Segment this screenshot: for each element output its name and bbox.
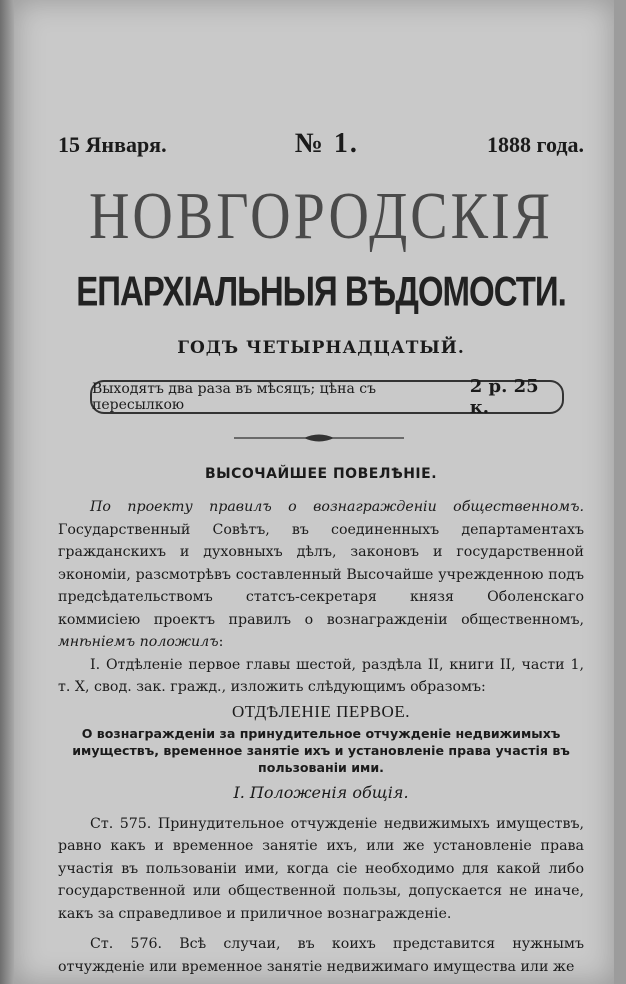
paragraph-2: I. Отдѣленіе первое главы шестой, раздѣла II, книги II, части 1, т. X, свод. зак. гражд., изложить слѣдующимъ образомъ:	[58, 656, 584, 695]
issue-number: № 1.	[294, 128, 359, 159]
price-amount: 2 р. 25 к.	[469, 376, 539, 418]
article-575: Ст. 575. Принудительное отчужденіе недвижимыхъ имуществъ, равно какъ и временное занятіе ихъ, или же установленіе права участія въ пользованіи ими, когда сіе необходимо для какой либо государственной или общественной пользы, допускается не иначе, какъ за справедливое и приличное вознагражденіе.	[58, 815, 584, 922]
issue-date: 15 Января.	[58, 132, 167, 157]
subsection-title: ОТДѢЛЕНІЕ ПЕРВОЕ.	[232, 701, 410, 721]
paragraph-1-end: :	[218, 634, 224, 650]
paragraph-1	[58, 496, 584, 654]
paragraph-1-resolution: мнѣніемъ положилъ	[58, 634, 219, 650]
price-banner	[90, 376, 564, 418]
masthead-title-line1: НОВГОРОДСКІЯ	[88, 179, 554, 254]
masthead-title-line2: ЕПАРХІАЛЬНЫЯ ВѢДОМОСТИ.	[76, 268, 566, 315]
article-body	[58, 496, 584, 978]
dateline	[58, 128, 584, 160]
newspaper-page	[14, 0, 614, 984]
paragraph-1-text: Государственный Совѣтъ, въ соединенныхъ департаментахъ гражданскихъ и духовныхъ дѣлъ, законовъ и государственной экономіи, разсмотрѣвъ составленный Высочайше учрежденною подъ предсѣдательствомъ статсъ-секретаря князя Оболенскаго коммисіею проектъ правилъ о вознагражденіи общественномъ,	[58, 521, 584, 628]
paragraph-1-lead: По проекту правилъ о вознагражденіи общественномъ.	[90, 499, 584, 515]
spacer	[58, 925, 584, 933]
article-heading: ВЫСОЧАЙШЕЕ ПОВЕЛѢНІЕ.	[204, 466, 438, 482]
article-576: Ст. 576. Всѣ случаи, въ коихъ представится нужнымъ отчужденіе или временное занятіе недвижимаго имущества или же	[58, 936, 584, 975]
ornament-divider-icon	[234, 433, 404, 443]
price-text: Выходятъ два раза въ мѣсяцъ; цѣна съ пересылкою	[92, 381, 376, 413]
subsection-subtitle: О вознагражденіи за принудительное отчужденіе недвижимыхъ имуществъ, временное занятіе ихъ и установленіе права участія въ пользованіи ими.	[72, 726, 570, 775]
subsection-heading: I. Положенія общія.	[233, 783, 409, 802]
volume-year: ГОДЪ ЧЕТЫРНАДЦАТЫЙ.	[177, 338, 465, 358]
issue-year: 1888 года.	[487, 132, 584, 157]
binding-spine	[0, 0, 14, 984]
